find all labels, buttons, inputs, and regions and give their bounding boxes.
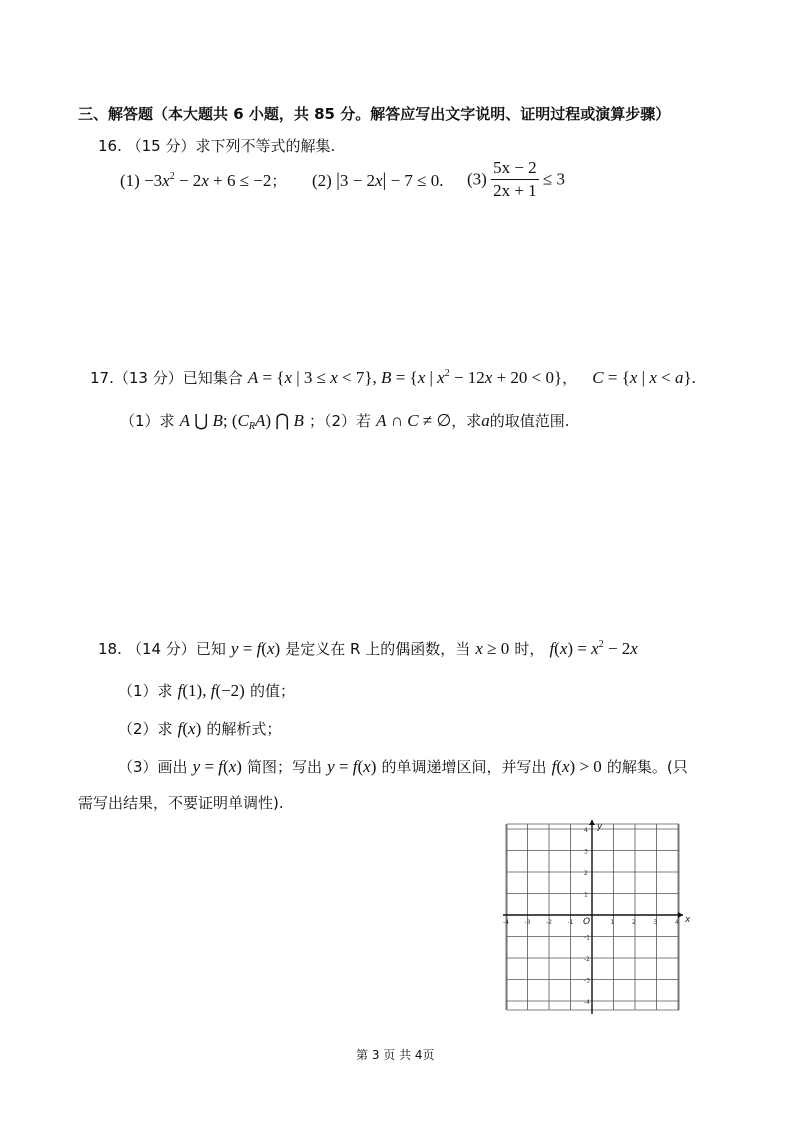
q18-number: 18. — [98, 640, 122, 658]
q16-part1: $(1) -3x^2 - 2x + 6 \le -2$； — [120, 171, 287, 190]
y-tick-label: 3 — [584, 848, 588, 856]
q17-set-definitions: A = {x | 3 ≤ x < 7}, B = {x | $x^2 - 12x + 20 < 0$} — [247, 368, 563, 387]
q16-part3: (3) $\frac{5x - 2}{2x + 1}$ ≤ 3 — [467, 158, 566, 200]
x-axis-label: x — [685, 915, 691, 925]
y-tick-label: -1 — [584, 934, 590, 942]
q17-set-c: C = {x | x < a} — [592, 368, 692, 387]
q17-subquestions: （1）求 A ⋃ B; $(C_RA)$ ⋂ B ；（2）若 A ∩ C ≠ ∅，求a的取值范围. — [120, 411, 570, 432]
x-tick-label: 3 — [653, 919, 658, 926]
x-tick-label: -2 — [546, 919, 552, 926]
x-tick-label: -3 — [524, 919, 531, 926]
q17-sub1-expression: A ⋃ B; $(C_RA)$ ⋂ B — [179, 411, 304, 432]
q16-prompt: 求下列不等式的解集. — [195, 137, 336, 155]
q17-number: 17. — [90, 369, 114, 387]
q18-sub3: （3）画出 y = f(x) 简图；写出 y = f(x) 的单调递增区间，并写出 f(x) > 0 的解集。(只 — [118, 757, 688, 776]
y-tick-label: -2 — [584, 956, 590, 963]
q17-sub2-condition: A ∩ C ≠ ∅ — [376, 411, 452, 430]
q16-header — [98, 135, 335, 156]
y-axis-arrow — [589, 820, 595, 825]
coordinate-grid — [497, 818, 697, 1018]
y-tick-label: 4 — [584, 827, 588, 834]
x-tick-label: 1 — [610, 919, 615, 926]
axes — [503, 820, 683, 1014]
x-tick-label: -4 — [503, 919, 509, 926]
q16-part1-inequality: $-3x^2 - 2x + 6 \le -2$ — [144, 171, 272, 190]
q17-header: 17.（13 分）已知集合 A = {x | 3 ≤ x < 7}, B = {x | $x^2 - 12x + 20 < 0$}， C = {x | x < a}. — [90, 368, 696, 387]
q18-sub3-line2: 需写出结果，不要证明单调性). — [78, 794, 284, 812]
q16-score: （15 分） — [126, 137, 196, 155]
section-title: 三、解答题（本大题共 6 小题，共 85 分。解答应写出文字说明、证明过程或演算步骤） — [78, 105, 671, 123]
q18-sub2: （2）求 f(x) 的解析式； — [118, 719, 282, 738]
x-tick-label: 2 — [632, 919, 636, 926]
q18-header: 18. （14 分）已知 y = f(x) 是定义在 R 上的偶函数，当 x ≥ 0 时， $f(x) = x^2 - 2x$ — [98, 639, 638, 658]
x-tick-label: 4 — [675, 919, 679, 926]
y-tick-label: 1 — [584, 891, 588, 899]
y-tick-label: -3 — [584, 977, 590, 985]
x-tick-label: -1 — [567, 919, 574, 926]
x-axis-arrow — [678, 912, 683, 918]
q18-sub1: （1）求 f(1), f(−2) 的值； — [118, 681, 295, 700]
q17-score: （13 分） — [113, 369, 183, 387]
origin-label: O — [583, 917, 591, 927]
q18-function-def: $f(x) = x^2 - 2x$ — [549, 639, 638, 658]
y-tick-label: 2 — [584, 870, 588, 877]
y-axis-label: y — [597, 822, 603, 832]
page-footer: 第 3 页 共 4页 — [356, 1048, 435, 1062]
q16-part2-inequality: |3 − 2x| − 7 ≤ 0 — [336, 170, 440, 191]
q18-score: （14 分） — [126, 640, 196, 658]
q16-part2: (2) |3 − 2x| − 7 ≤ 0. — [312, 170, 444, 191]
q17-prompt: 已知集合 — [182, 369, 243, 387]
y-tick-label: -4 — [584, 999, 590, 1006]
q16-part3-fraction: $\frac{5x - 2}{2x + 1}$ — [493, 158, 537, 200]
q16-number: 16. — [98, 137, 122, 155]
